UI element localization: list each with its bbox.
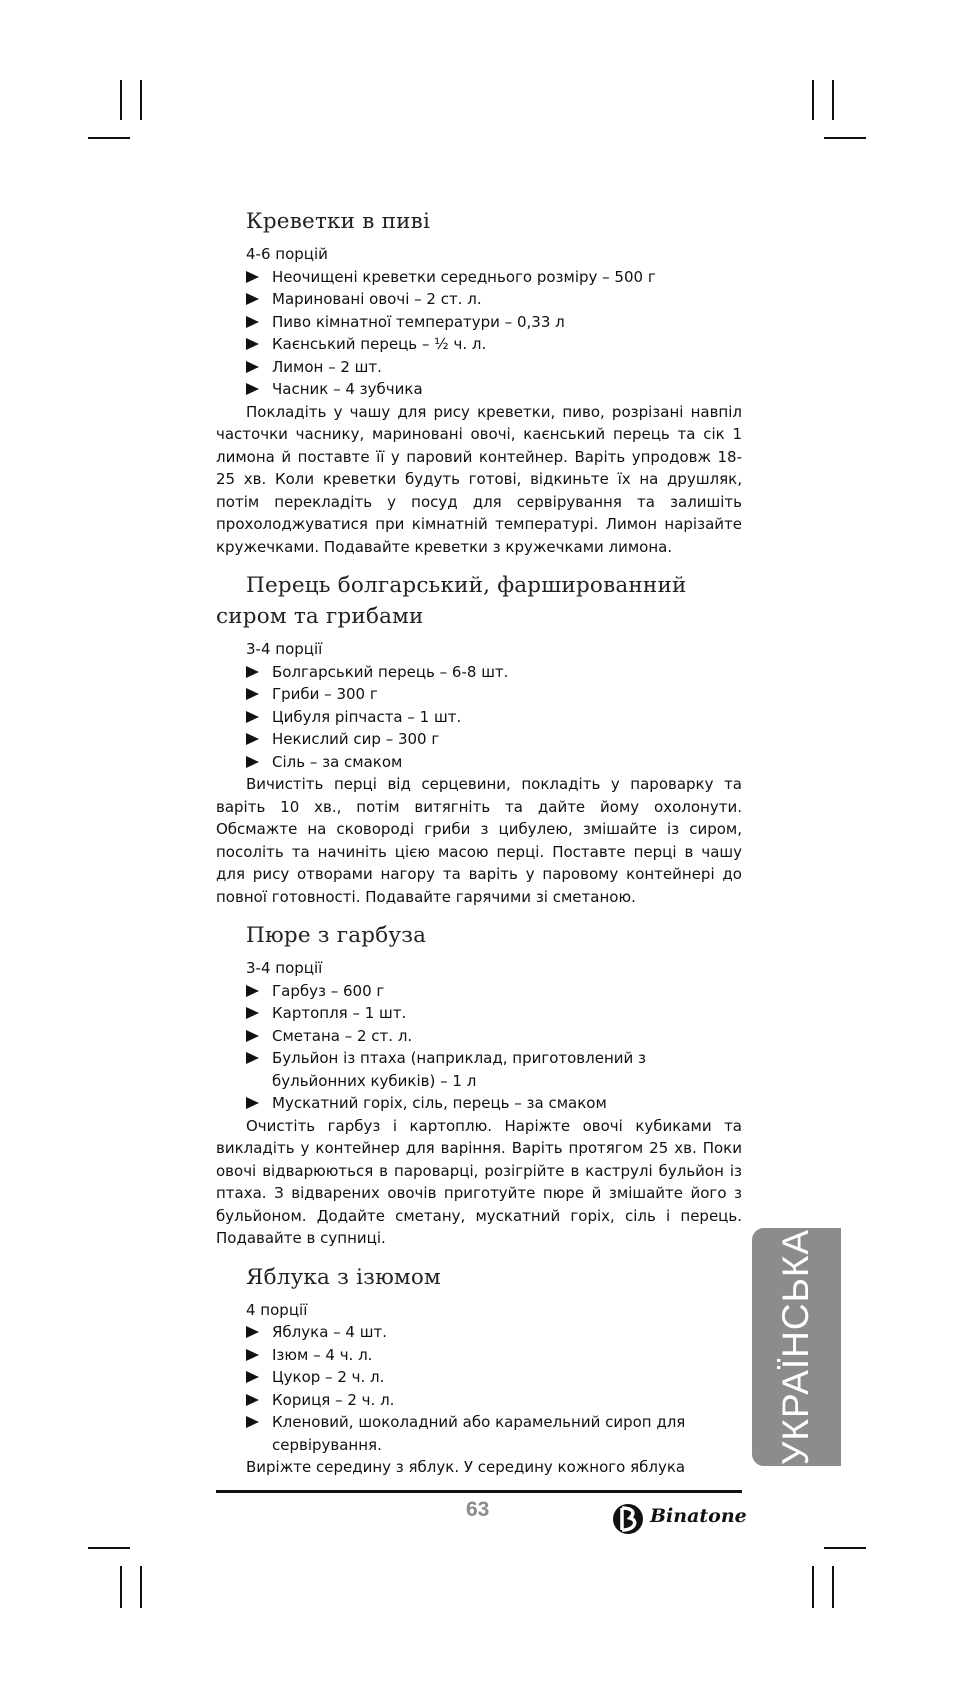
crop-mark	[824, 137, 866, 139]
ingredient-item: Картопля – 1 шт.	[216, 1002, 742, 1025]
recipe-title: Креветки в пиві	[246, 209, 431, 234]
ingredient-item: Сіль – за смаком	[216, 751, 742, 774]
crop-mark	[120, 80, 122, 120]
ingredient-item: Яблука – 4 шт.	[216, 1321, 742, 1344]
ingredient-item: Кориця – 2 ч. л.	[216, 1389, 742, 1412]
bullet-triangle-icon	[246, 711, 259, 723]
bullet-triangle-icon	[246, 361, 259, 373]
bullet-triangle-icon	[246, 1030, 259, 1042]
recipe-portions: 3-4 порції	[246, 959, 323, 977]
ingredient-item: Мускатний горіх, сіль, перець – за смаком	[216, 1092, 742, 1115]
crop-mark	[812, 1566, 814, 1608]
ingredient-list	[216, 266, 742, 401]
recipe-portions: 4 порції	[246, 1300, 308, 1319]
crop-mark	[140, 1566, 142, 1608]
bullet-triangle-icon	[246, 1326, 259, 1338]
crop-mark	[832, 80, 834, 120]
ingredient-item: Болгарський перець – 6-8 шт.	[216, 661, 742, 684]
ingredient-item: Каєнський перець – ½ ч. л.	[216, 333, 742, 356]
recipe-content	[216, 206, 742, 1479]
bullet-triangle-icon	[246, 733, 259, 745]
ingredient-item: Сметана – 2 ст. л.	[216, 1025, 742, 1048]
ingredient-item: Цибуля ріпчаста – 1 шт.	[216, 706, 742, 729]
recipe-section	[216, 1262, 742, 1479]
recipe-section	[216, 206, 742, 558]
ingredient-item: Пиво кімнатної температури – 0,33 л	[216, 311, 742, 334]
recipe-title: Пюре з гарбуза	[246, 923, 427, 948]
ingredient-item: Часник – 4 зубчика	[216, 378, 742, 401]
bullet-triangle-icon	[246, 985, 259, 997]
ingredient-item: Гарбуз – 600 г	[216, 980, 742, 1003]
recipe-portions: 4-6 порцій	[246, 245, 328, 263]
recipe-instructions: Виріжте середину з яблук. У середину кожного яблука	[246, 1458, 686, 1476]
ingredient-item: Цукор – 2 ч. л.	[216, 1366, 742, 1389]
bullet-triangle-icon	[246, 1052, 259, 1064]
recipe-title: Перець болгарський, фаршированний сиром та грибами	[216, 573, 687, 629]
ingredient-list	[216, 980, 742, 1115]
page-number: 63	[466, 1498, 490, 1521]
crop-mark	[88, 1547, 130, 1549]
bullet-triangle-icon	[246, 338, 259, 350]
bullet-triangle-icon	[246, 1416, 259, 1428]
bullet-triangle-icon	[246, 1097, 259, 1109]
ingredient-item: Гриби – 300 г	[216, 683, 742, 706]
bullet-triangle-icon	[246, 316, 259, 328]
ingredient-item: Бульйон із птаха (наприклад, приготовлений з бульйонних кубиків) – 1 л	[216, 1047, 742, 1092]
crop-mark	[812, 80, 814, 120]
crop-mark	[140, 80, 142, 120]
bullet-triangle-icon	[246, 1394, 259, 1406]
brand-name: Binatone	[650, 1505, 747, 1527]
crop-mark	[832, 1566, 834, 1608]
ingredient-item: Некислий сир – 300 г	[216, 728, 742, 751]
bullet-triangle-icon	[246, 271, 259, 283]
ingredient-item: Ізюм – 4 ч. л.	[216, 1344, 742, 1367]
recipe-section	[216, 570, 742, 908]
language-tab-label: УКРАЇНСЬКА	[775, 1228, 816, 1466]
ingredient-list	[216, 1321, 742, 1456]
ingredient-item: Лимон – 2 шт.	[216, 356, 742, 379]
recipe-section	[216, 920, 742, 1250]
ingredient-item: Кленовий, шоколадний або карамельний сироп для сервірування.	[216, 1411, 742, 1456]
bullet-triangle-icon	[246, 1349, 259, 1361]
bullet-triangle-icon	[246, 1007, 259, 1019]
bullet-triangle-icon	[246, 383, 259, 395]
footer-rule	[216, 1490, 742, 1493]
ingredient-item: Неочищені креветки середнього розміру – 500 г	[216, 266, 742, 289]
crop-mark	[88, 137, 130, 139]
recipe-instructions: Вичистіть перці від серцевини, покладіть у пароварку та варіть 10 хв., потім витягніть та дайте йому охолонути. Обсмажте на сковороді гриби з цибулею, змішайте із сиром, посоліть та начиніть цією масою перці. Поставте перці в чашу для рису отворами нагору та варіть у паровому контейнері до повної готовності. Подавайте гарячими зі сметаною.	[216, 775, 742, 906]
ingredient-item: Мариновані овочі – 2 ст. л.	[216, 288, 742, 311]
recipe-instructions: Очистіть гарбуз і картоплю. Наріжте овочі кубиками та викладіть у контейнер для варіння. Варіть протягом 25 хв. Поки овочі відварюються в пароварці, розігрійте в каструлі бульйон із птаха. З відварених овочів приготуйте пюре й змішайте його з бульйоном. Додайте сметану, мускатний горіх, сіль і перець. Подавайте в супниці.	[216, 1116, 742, 1247]
recipe-portions: 3-4 порції	[246, 640, 323, 658]
crop-mark	[120, 1566, 122, 1608]
bullet-triangle-icon	[246, 666, 259, 678]
bullet-triangle-icon	[246, 756, 259, 768]
crop-mark	[824, 1547, 866, 1549]
bullet-triangle-icon	[246, 293, 259, 305]
bullet-triangle-icon	[246, 688, 259, 700]
bullet-triangle-icon	[246, 1371, 259, 1383]
ingredient-list	[216, 661, 742, 774]
recipe-instructions: Покладіть у чашу для рису креветки, пиво, розрізані навпіл часточки часнику, мариновані овочі, каєнський перець та сік 1 лимона й поставте її у паровий контейнер. Варіть упродовж 18-25 хв. Коли креветки будуть готові, відкиньте їх на друшляк, потім перекладіть у посуд для сервірування та залишіть прохолоджуватися при кімнатній температурі. Лимон нарізайте кружечками. Подавайте креветки з кружечками лимона.	[216, 402, 742, 556]
recipe-title: Яблука з ізюмом	[246, 1264, 441, 1290]
